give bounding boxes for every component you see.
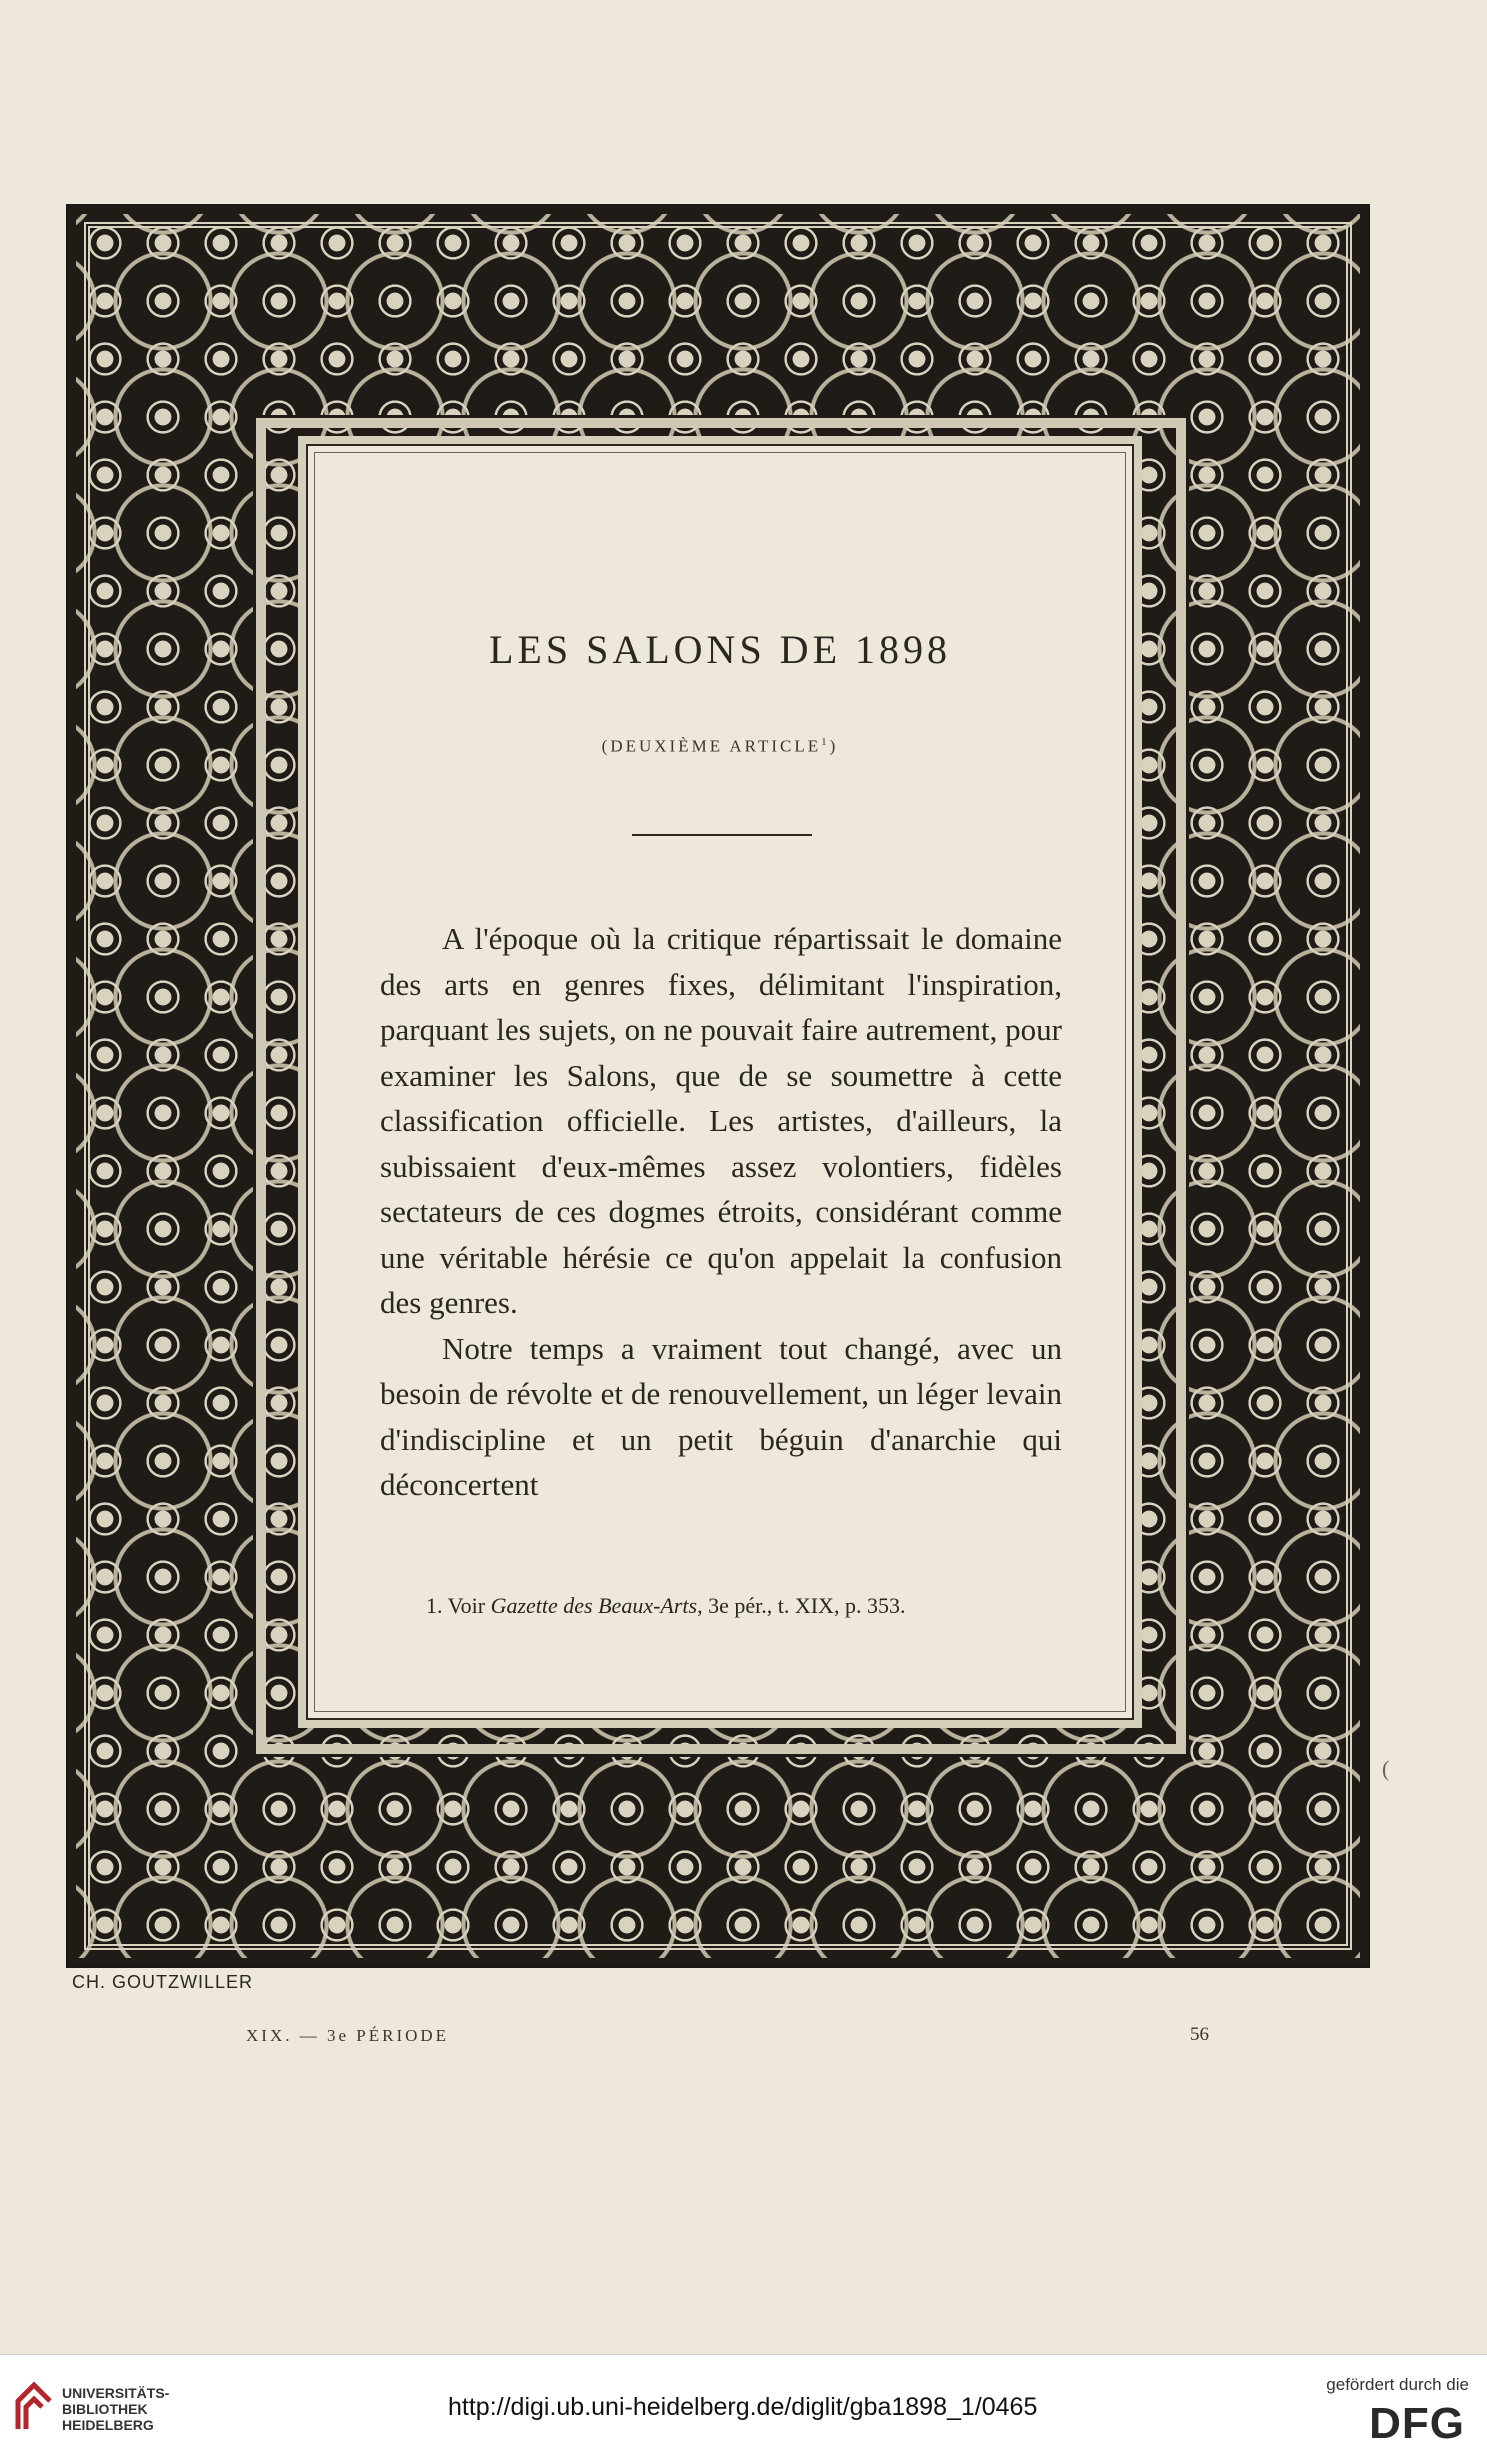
viewer-footer bbox=[0, 2354, 1487, 2457]
permalink-url[interactable]: http://digi.ub.uni-heidelberg.de/diglit/gba1898_1/0465 bbox=[448, 2393, 1038, 2421]
page-number: 56 bbox=[1190, 2024, 1209, 2045]
subtitle-footnote-mark: 1 bbox=[821, 736, 830, 748]
library-logo-icon bbox=[14, 2381, 54, 2433]
article-subtitle bbox=[308, 736, 1132, 757]
running-head: XIX. — 3e PÉRIODE bbox=[246, 2026, 450, 2045]
subtitle-text: (DEUXIÈME ARTICLE bbox=[601, 736, 822, 756]
dfg-logo: DFG bbox=[1369, 2399, 1465, 2448]
library-line-2: BIBLIOTHEK bbox=[62, 2401, 148, 2417]
library-line-3: HEIDELBERG bbox=[62, 2417, 154, 2433]
footnote-suffix: , 3e pér., t. XIX, p. 353. bbox=[697, 1593, 906, 1618]
title-divider bbox=[632, 834, 812, 836]
paragraph-2: Notre temps a vraiment tout changé, avec un besoin de révolte et de renouvellement, un léger levain d'indiscipline et un petit béguin d'anarchie qui déconcertent bbox=[380, 1330, 1062, 1502]
text-panel bbox=[306, 444, 1134, 1720]
article-title: LES SALONS DE 1898 bbox=[488, 627, 952, 672]
library-name bbox=[62, 2385, 169, 2433]
footnote-source: Gazette des Beaux-Arts bbox=[490, 1593, 698, 1618]
paragraph-1: A l'époque où la critique répartissait le domaine des arts en genres fixes, délimitant l'inspiration, parquant les sujets, on ne pouvait faire autrement, pour examiner les Salons, que de se soumettre à cette classification officielle. Les artistes, d'ailleurs, la subissaient d'eux-mêmes assez volontiers, fidèles sectateurs de ces dogmes étroits, considérant comme une véritable hérésie ce qu'on appelait la confusion des genres. bbox=[380, 921, 1062, 1320]
subtitle-close: ) bbox=[829, 736, 839, 756]
library-line-1: UNIVERSITÄTS- bbox=[62, 2385, 170, 2401]
footnote bbox=[380, 1590, 1062, 1621]
footnote-prefix: 1. Voir bbox=[426, 1593, 491, 1618]
funding-caption: gefördert durch die bbox=[1326, 2375, 1469, 2394]
engraver-signature: CH. GOUTZWILLER bbox=[72, 1972, 254, 1992]
article-body bbox=[380, 916, 1062, 1508]
margin-mark: ( bbox=[1382, 1756, 1390, 1781]
